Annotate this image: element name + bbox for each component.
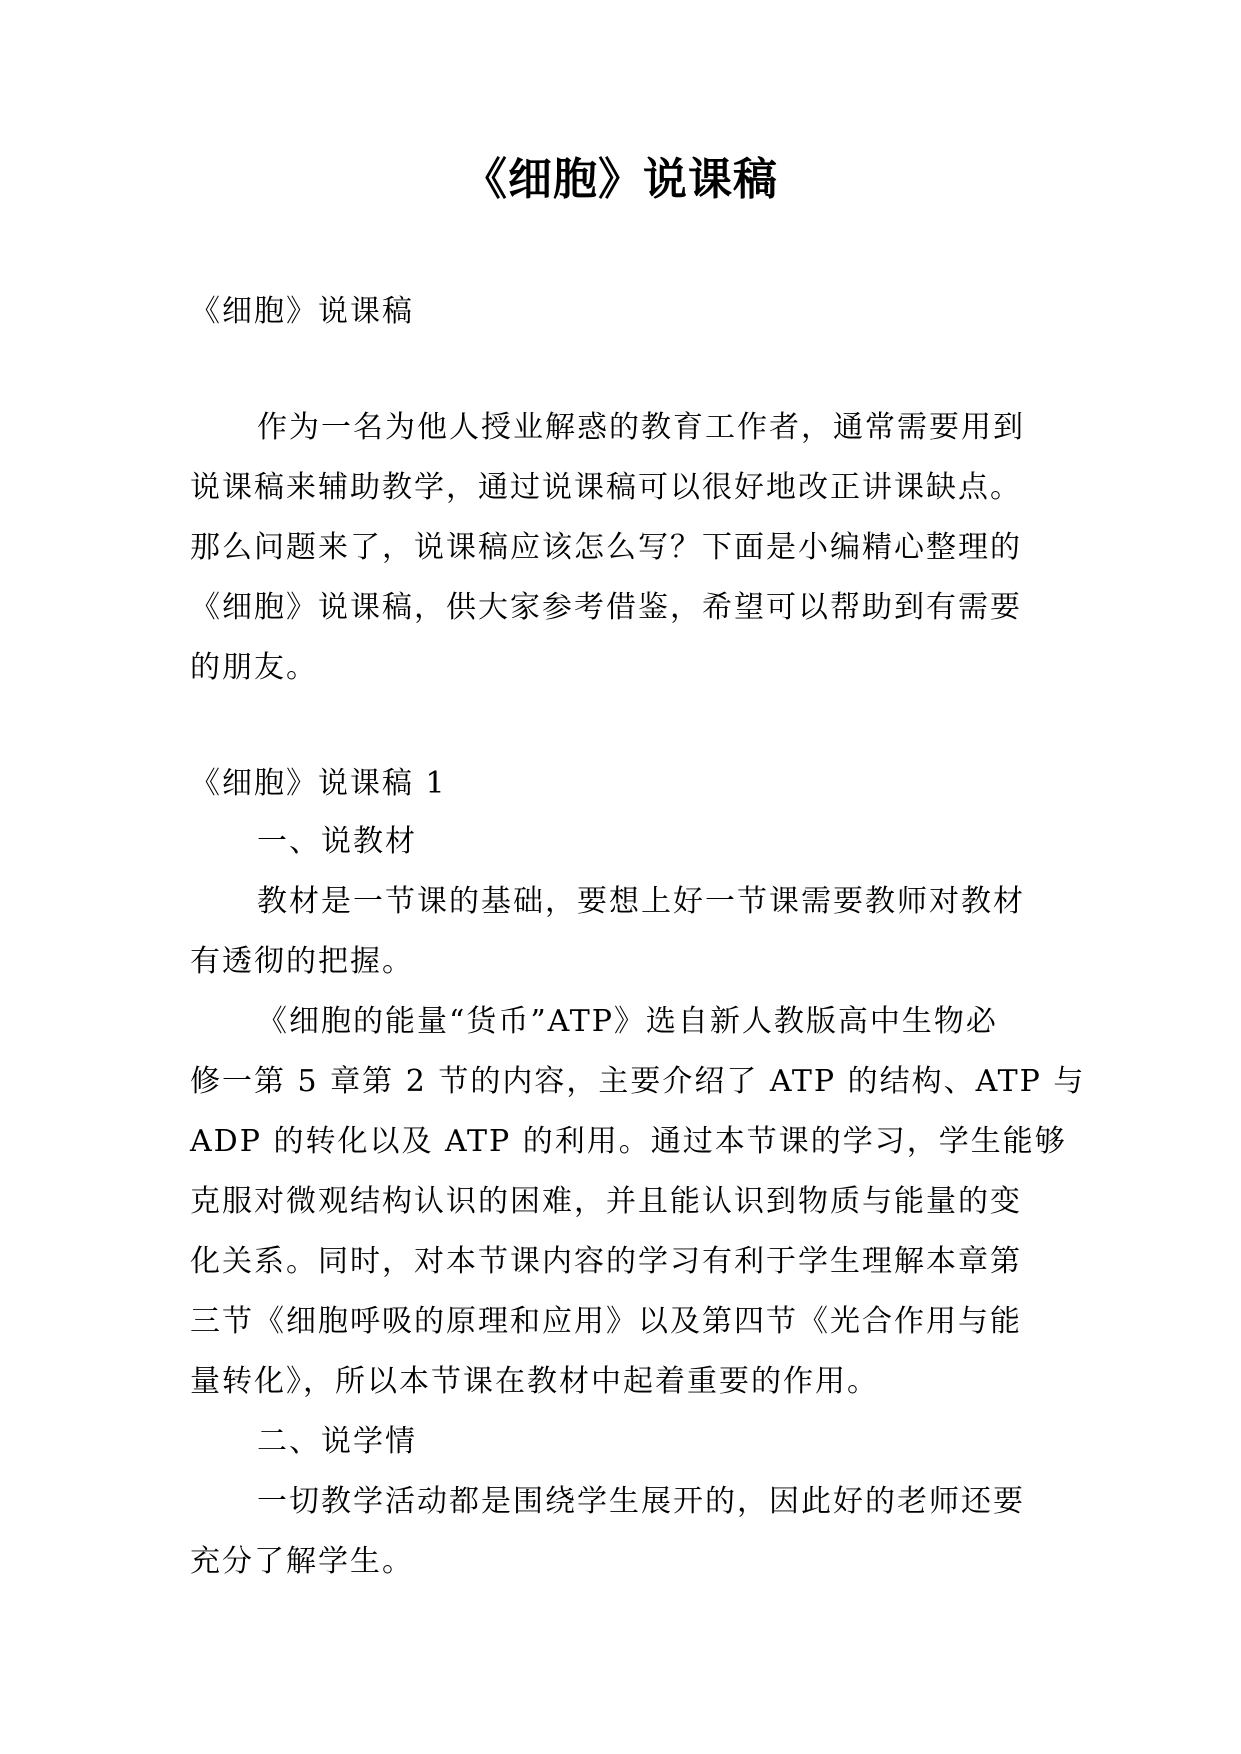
intro-line: 《细胞》说课稿，供大家参考借鉴，希望可以帮助到有需要	[190, 590, 1022, 625]
section-heading: 《细胞》说课稿 1	[190, 766, 447, 801]
document-title: 《细胞》说课稿	[463, 154, 778, 205]
paragraph-line: 三节《细胞呼吸的原理和应用》以及第四节《光合作用与能	[190, 1304, 1022, 1339]
part2-heading: 二、说学情	[257, 1424, 417, 1459]
paragraph-line: 教材是一节课的基础，要想上好一节课需要教师对教材	[257, 884, 1025, 919]
paragraph-line: 《细胞的能量“货币”ATP》选自新人教版高中生物必	[257, 1004, 998, 1039]
paragraph-line: 一切教学活动都是围绕学生展开的，因此好的老师还要	[257, 1484, 1025, 1519]
part1-heading: 一、说教材	[257, 824, 417, 859]
intro-line: 那么问题来了，说课稿应该怎么写？下面是小编精心整理的	[190, 530, 1022, 565]
intro-line: 说课稿来辅助教学，通过说课稿可以很好地改正讲课缺点。	[190, 470, 1022, 505]
document-subtitle: 《细胞》说课稿	[190, 294, 414, 329]
paragraph-line: 修一第 5 章第 2 节的内容，主要介绍了 ATP 的结构、ATP 与	[190, 1064, 1086, 1099]
intro-line: 作为一名为他人授业解惑的教育工作者，通常需要用到	[257, 410, 1025, 445]
paragraph-line: ADP 的转化以及 ATP 的利用。通过本节课的学习，学生能够	[190, 1124, 1067, 1159]
paragraph-line: 量转化》，所以本节课在教材中起着重要的作用。	[190, 1364, 879, 1399]
paragraph-line: 化关系。同时，对本节课内容的学习有利于学生理解本章第	[190, 1244, 1022, 1279]
paragraph-line: 充分了解学生。	[190, 1544, 414, 1579]
paragraph-line: 克服对微观结构认识的困难，并且能认识到物质与能量的变	[190, 1184, 1022, 1219]
paragraph-line: 有透彻的把握。	[190, 944, 414, 979]
intro-line: 的朋友。	[190, 650, 318, 685]
